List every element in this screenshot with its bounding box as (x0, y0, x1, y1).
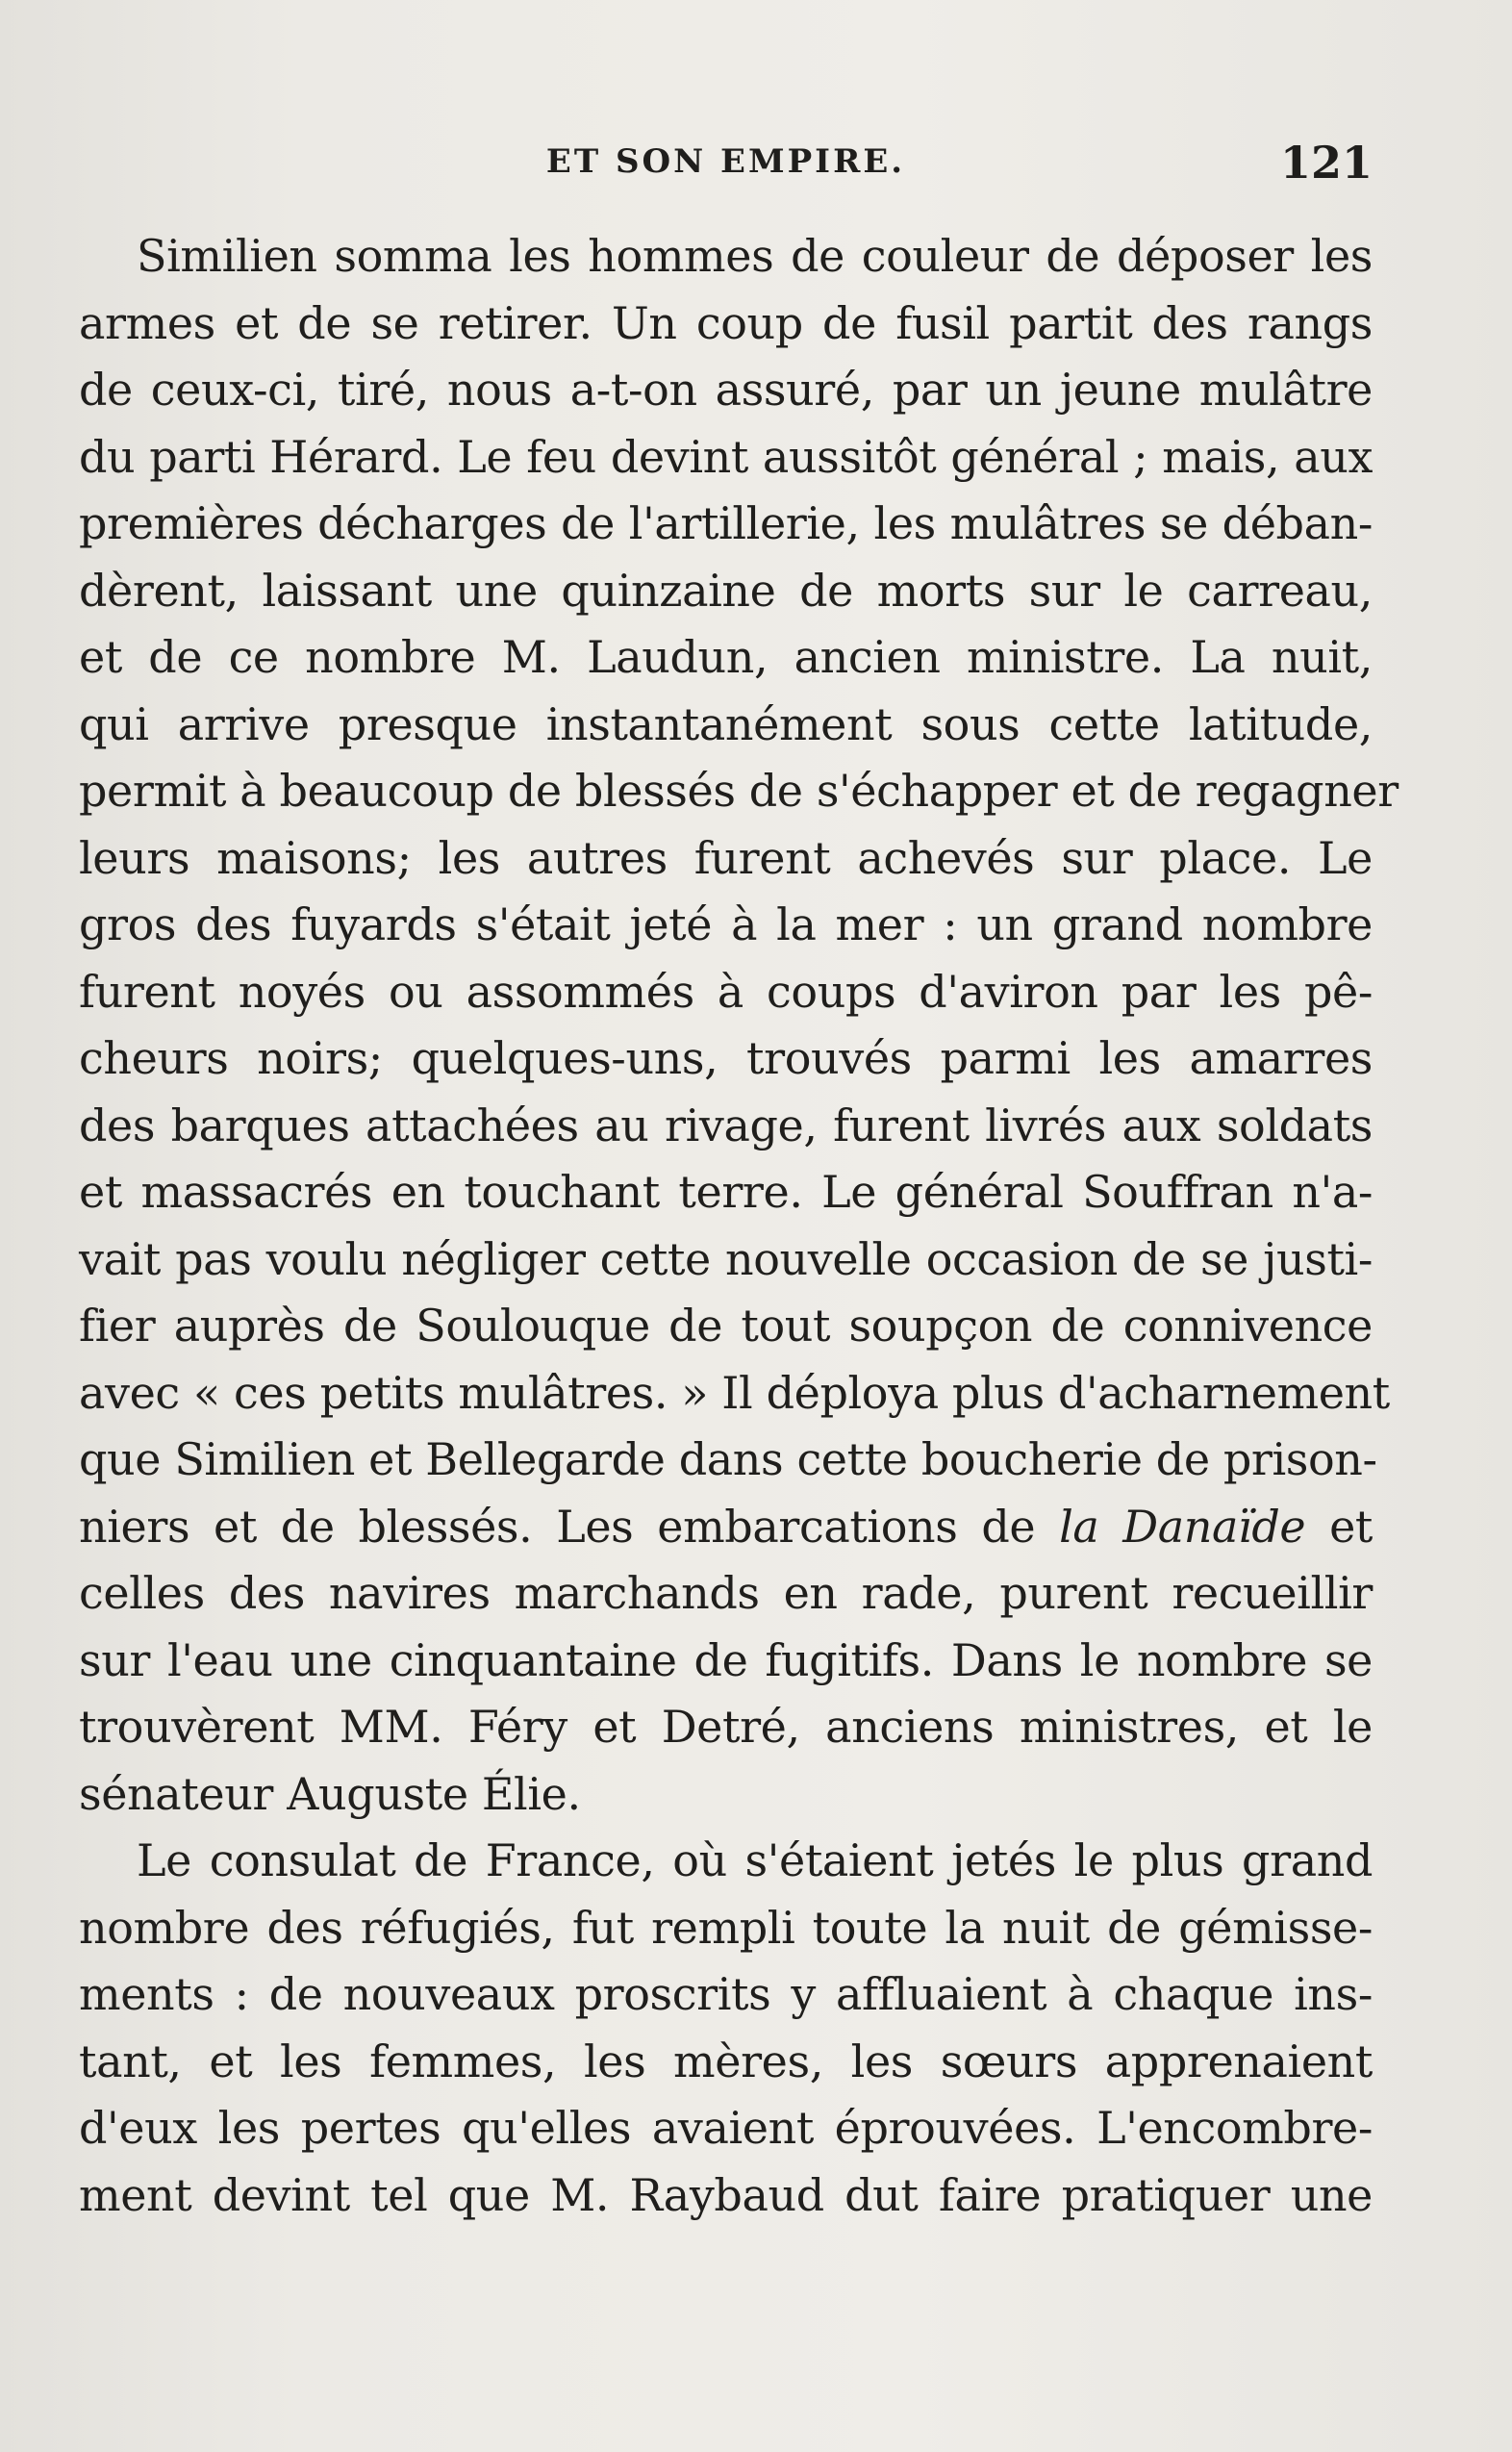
running-head (79, 137, 1373, 200)
text-segment: et (1329, 1500, 1373, 1553)
text-line: trouvèrent MM. Féry et Detré, anciens ministres, et le (79, 1701, 1373, 1753)
text-line: armes et de se retirer. Un coup de fusil partit des rangs (79, 296, 1373, 349)
text-line: cheurs noirs; quelques-uns, trouvés parmi les amarres (79, 1032, 1373, 1084)
text-line: furent noyés ou assommés à coups d'aviron par les pê- (79, 965, 1373, 1018)
body-text (79, 223, 1399, 2229)
text-line: des barques attachées au rivage, furent livrés aux soldats (79, 1099, 1373, 1151)
text-line: ments : de nouveaux proscrits y affluaient à chaque ins- (79, 1968, 1373, 2020)
text-line: avec « ces petits mulâtres. » Il déploya plus d'acharnement (79, 1366, 1390, 1419)
text-line: Similien somma les hommes de couleur de déposer les (137, 230, 1373, 282)
text-line: fier auprès de Soulouque de tout soupçon de connivence (79, 1300, 1373, 1352)
text-line: celles des navires marchands en rade, purent recueillir (79, 1567, 1373, 1619)
text-line: et de ce nombre M. Laudun, ancien ministre. La nuit, (79, 631, 1373, 683)
running-title: ET SON EMPIRE. (545, 142, 906, 181)
text-line: sur l'eau une cinquantaine de fugitifs. Dans le nombre se (79, 1633, 1373, 1686)
ship-name-italic: la Danaïde (1059, 1500, 1306, 1553)
text-line: leurs maisons; les autres furent achevés sur place. Le (79, 831, 1373, 884)
text-line: du parti Hérard. Le feu devint aussitôt général ; mais, aux (79, 430, 1373, 483)
text-line-with-italic (79, 1494, 1373, 1561)
text-line: gros des fuyards s'était jeté à la mer : un grand nombre (79, 898, 1373, 950)
text-segment: niers et de blessés. Les embarcations de (79, 1500, 1036, 1553)
text-line: tant, et les femmes, les mères, les sœurs apprenaient (79, 2035, 1373, 2087)
text-line: qui arrive presque instantanément sous cette latitude, (79, 697, 1373, 750)
text-line: d'eux les pertes qu'elles avaient éprouvées. L'encombre- (79, 2102, 1373, 2154)
text-line: premières décharges de l'artillerie, les mulâtres se déban- (79, 497, 1373, 549)
text-line: sénateur Auguste Élie. (79, 1767, 581, 1820)
text-line: que Similien et Bellegarde dans cette boucherie de prison- (79, 1433, 1377, 1485)
text-line: de ceux-ci, tiré, nous a-t-on assuré, par un jeune mulâtre (79, 364, 1373, 416)
text-line: vait pas voulu négliger cette nouvelle occasion de se justi- (79, 1232, 1373, 1285)
text-line: ment devint tel que M. Raybaud dut faire pratiquer une (79, 2168, 1373, 2221)
text-line: permit à beaucoup de blessés de s'échapper et de regagner (79, 765, 1399, 817)
text-line: dèrent, laissant une quinzaine de morts sur le carreau, (79, 564, 1373, 617)
text-line: nombre des réfugiés, fut rempli toute la nuit de gémisse- (79, 1901, 1373, 1954)
text-line: Le consulat de France, où s'étaient jetés le plus grand (137, 1834, 1373, 1886)
page-number: 121 (1279, 137, 1373, 189)
text-line: et massacrés en touchant terre. Le général Souffran n'a- (79, 1166, 1373, 1218)
